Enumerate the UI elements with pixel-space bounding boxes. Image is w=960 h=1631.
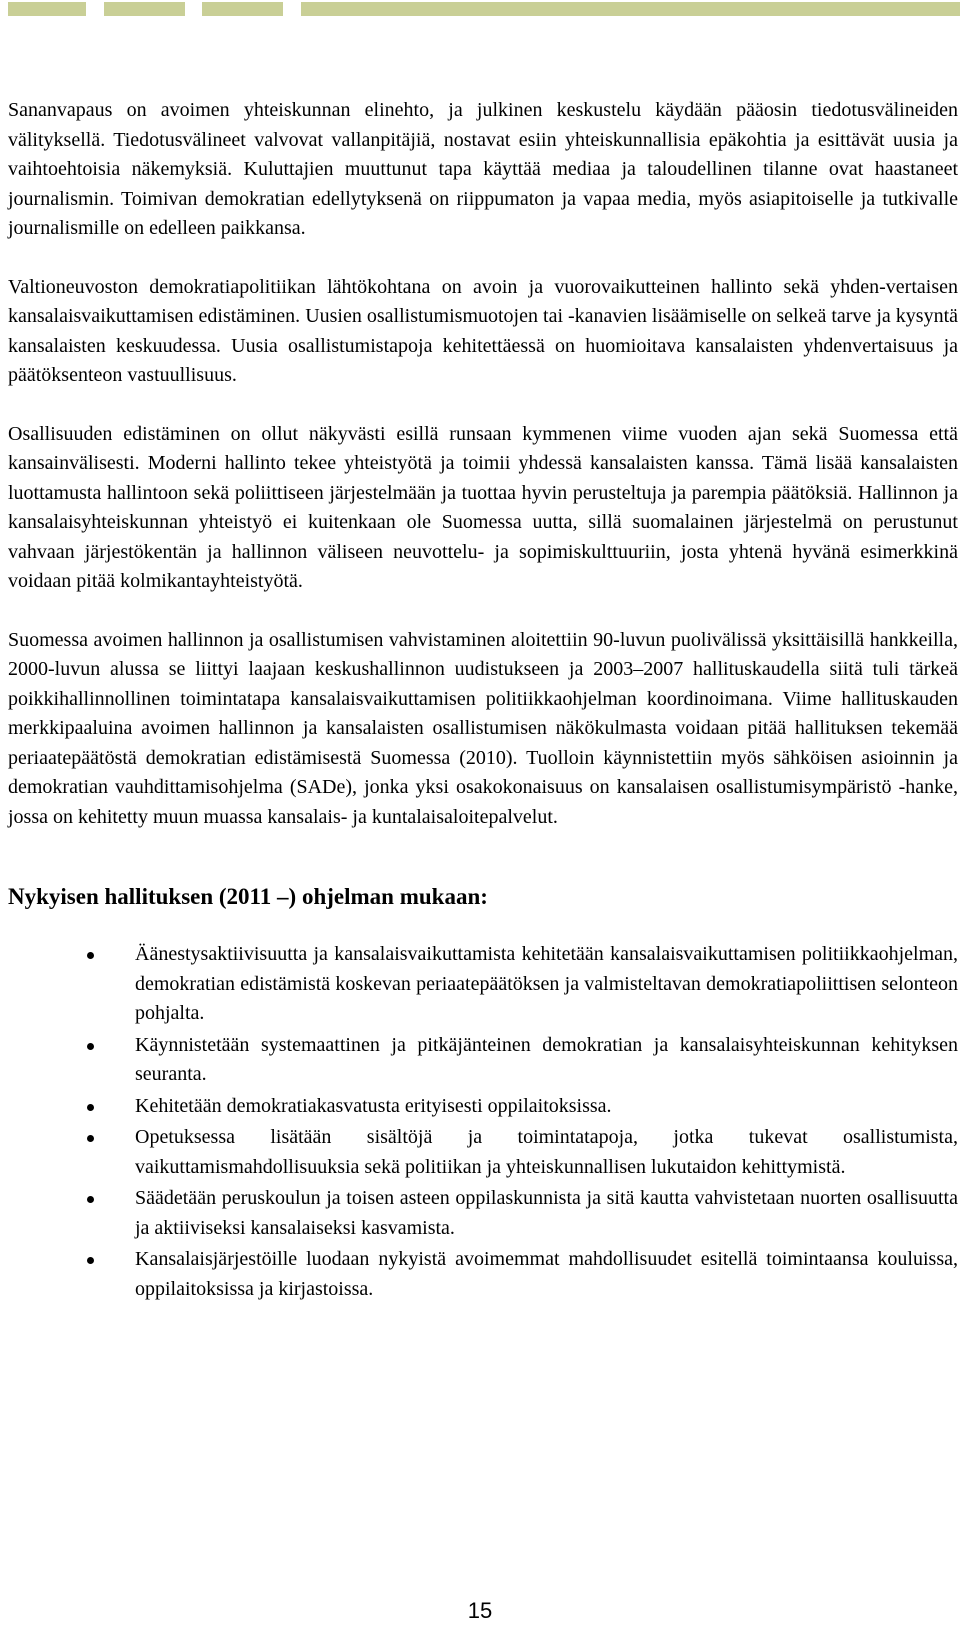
list-item <box>8 1123 958 1182</box>
list-item <box>8 1184 958 1243</box>
paragraph: Osallisuuden edistäminen on ollut näkyvästi esillä runsaan kymmenen viime vuoden ajan sekä Suomessa että kansainvälisesti. Moderni hallinto tekee yhteistyötä ja toimii yhdessä kansalaisten kanssa. Tämä lisää kansalaisten luottamusta hallintoon sekä poliittiseen järjestelmään ja tuottaa hyvin perusteltuja ja parempia päätöksiä. Hallinnon ja kansalaisyhteiskunnan yhteistyö ei kuitenkaan ole Suomessa uutta, sillä suomalainen järjestelmä on perustunut vahvaan järjestökentän ja hallinnon väliseen neuvottelu- ja sopimiskulttuuriin, josta yhtenä hyvänä esimerkkinä voidaan pitää kolmikantayhteistyötä. <box>8 422 958 592</box>
bullet-icon <box>87 952 94 959</box>
section-heading: Nykyisen hallituksen (2011 –) ohjelman mukaan: <box>8 884 488 909</box>
bullet-icon <box>87 1135 94 1142</box>
bullet-icon <box>87 1196 94 1203</box>
list-item-text: Äänestysaktiivisuutta ja kansalaisvaikuttamista kehitetään kansalaisvaikuttamisen politiikkaohjelman, demokratian edistämistä koskevan periaatepäätöksen ja valmisteltavan demokratiapoliittisen selonteon pohjalta. <box>135 943 958 1024</box>
list-item <box>8 1092 958 1122</box>
header-bar-segment <box>202 2 283 16</box>
list-item-text: Säädetään peruskoulun ja toisen asteen oppilaskunnista ja sitä kautta vahvistetaan nuorten osallisuutta ja aktiiviseksi kansalaiseksi kasvamista. <box>135 1187 958 1239</box>
page-number: 15 <box>467 1598 493 1623</box>
header-decoration-bar <box>0 2 960 16</box>
document-body <box>8 96 958 1306</box>
header-bar-segment <box>104 2 185 16</box>
bullet-icon <box>87 1043 94 1050</box>
list-item-text: Käynnistetään systemaattinen ja pitkäjänteinen demokratian ja kansalaisyhteiskunnan kehityksen seuranta. <box>135 1033 958 1085</box>
paragraph: Suomessa avoimen hallinnon ja osallistumisen vahvistaminen aloitettiin 90-luvun puolivälissä yksittäisillä hankkeilla, 2000-luvun alussa se liittyi laajaan keskushallinnon uudistukseen ja 2003–2007 hallituskaudella siitä tuli tärkeä poikkihallinnollinen toimintatapa kansalaisvaikuttamisen politiikkaohjelman koordinoimana. Viime hallituskauden merkkipaaluina avoimen hallinnon ja kansalaisten osallistumisen näkökulmasta voidaan pitää hallituksen tekemää periaatepäätöstä demokratian edistämisestä Suomessa (2010). Tuolloin käynnistettiin myös sähköisen asioinnin ja demokratian vauhdittamisohjelma (SADe), jonka yksi osakokonaisuus on kansalaisen osallistumisympäristö -hanke, jossa on kehitetty muun muassa kansalais- ja kuntalaisaloitepalvelut. <box>8 628 958 828</box>
bullet-icon <box>87 1257 94 1264</box>
list-item <box>8 940 958 1029</box>
header-bar-segment <box>301 2 960 16</box>
list-item <box>8 1031 958 1090</box>
paragraph: Valtioneuvoston demokratiapolitiikan lähtökohtana on avoin ja vuorovaikutteinen hallinto sekä yhden-vertaisen kansalaisvaikuttamisen edistäminen. Uusien osallistumismuotojen tai -kanavien lisäämiselle on selkeä tarve ja kysyntä kansalaisten keskuudessa. Uusia osallistumistapoja kehitettäessä on huomioitava kansalaisten yhdenvertaisuus ja päätöksenteon vastuullisuus. <box>8 275 958 386</box>
list-item <box>8 1245 958 1304</box>
bullet-icon <box>87 1104 94 1111</box>
list-item-text: Opetuksessa lisätään sisältöjä ja toimintatapoja, jotka tukevat osallistumista, vaikuttamismahdollisuuksia sekä politiikan ja yhteiskunnallisen lukutaidon kehittymistä. <box>135 1126 958 1178</box>
header-bar-segment <box>8 2 86 16</box>
bullet-list <box>8 940 958 1304</box>
list-item-text: Kansalaisjärjestöille luodaan nykyistä avoimemmat mahdollisuudet esitellä toimintaansa kouluissa, oppilaitoksissa ja kirjastoissa. <box>135 1248 958 1300</box>
paragraph: Sananvapaus on avoimen yhteiskunnan elinehto, ja julkinen keskustelu käydään pääosin tiedotusvälineiden välityksellä. Tiedotusvälineet valvovat vallanpitäjiä, nostavat esiin yhteiskunnallisia epäkohtia ja esittävät uusia ja vaihtoehtoisia näkemyksiä. Kuluttajien muuttunut tapa käyttää mediaa ja taloudellinen tilanne ovat haastaneet journalismin. Toimivan demokratian edellytyksenä on riippumaton ja vapaa media, myös asiapitoiselle ja tutkivalle journalismille on edelleen paikkansa. <box>8 99 958 239</box>
list-item-text: Kehitetään demokratiakasvatusta erityisesti oppilaitoksissa. <box>135 1094 612 1117</box>
